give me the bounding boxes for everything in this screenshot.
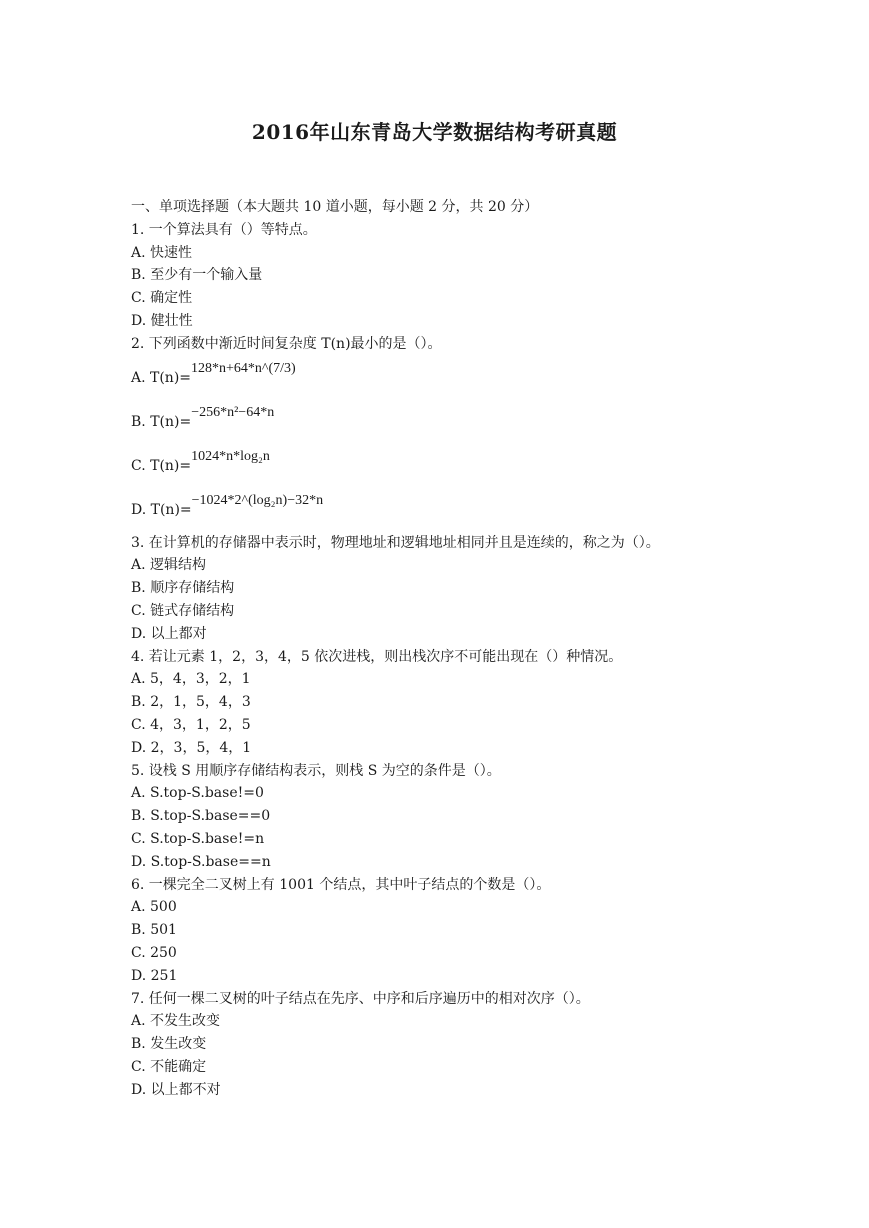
question-stem: 5. 设栈 S 用顺序存储结构表示，则栈 S 为空的条件是（）。 xyxy=(131,762,501,779)
formula-image: 1024*n*log₂n xyxy=(191,448,270,464)
option-label: D. T(n)= xyxy=(131,501,192,518)
option: A. 不发生改变 xyxy=(131,1013,221,1030)
option: A. S.top-S.base!=0 xyxy=(131,785,264,802)
option: A. 逻辑结构 xyxy=(131,557,207,574)
option: D. 健壮性 xyxy=(131,312,193,329)
option: D. 以上都对 xyxy=(131,625,207,642)
option: D. 以上都不对 xyxy=(131,1081,221,1098)
option-label: C. T(n)= xyxy=(131,457,192,474)
option: D. 251 xyxy=(131,967,178,984)
option: B. S.top-S.base==0 xyxy=(131,808,271,825)
question-stem: 6. 一棵完全二叉树上有 1001 个结点，其中叶子结点的个数是（）。 xyxy=(131,876,551,893)
option: C. 不能确定 xyxy=(131,1058,207,1075)
question-stem: 1. 一个算法具有（）等特点。 xyxy=(131,221,317,238)
option-label: A. T(n)= xyxy=(131,369,192,386)
formula-image: −1024*2^(log₂n)−32*n xyxy=(191,492,324,508)
option: C. S.top-S.base!=n xyxy=(131,830,265,847)
question-stem: 2. 下列函数中渐近时间复杂度 T(n)最小的是（）。 xyxy=(131,335,442,352)
option: D. 2，3，5，4，1 xyxy=(131,739,252,756)
formula-image: −256*n²−64*n xyxy=(191,404,275,420)
option: B. 2，1，5，4，3 xyxy=(131,694,251,711)
page-title: 2016年山东青岛大学数据结构考研真题 xyxy=(251,120,618,144)
option: A. 快速性 xyxy=(131,244,193,261)
option: A. 5，4，3，2，1 xyxy=(131,671,251,688)
option: C. 250 xyxy=(131,944,177,961)
option: B. 发生改变 xyxy=(131,1036,207,1053)
formula-image: 128*n+64*n^(7/3) xyxy=(191,360,296,376)
formula-option xyxy=(131,488,831,532)
option: D. S.top-S.base==n xyxy=(131,853,271,870)
question-stem: 3. 在计算机的存储器中表示时，物理地址和逻辑地址相同并且是连续的，称之为（）。 xyxy=(131,534,660,551)
option: B. 501 xyxy=(131,922,177,939)
question-stem: 4. 若让元素 1，2，3，4，5 依次进栈，则出栈次序不可能出现在（）种情况。 xyxy=(131,648,623,665)
question-section xyxy=(131,196,831,1102)
option-label: B. T(n)= xyxy=(131,413,192,430)
option: C. 4，3，1，2，5 xyxy=(131,716,251,733)
option: B. 至少有一个输入量 xyxy=(131,267,263,284)
option: C. 确定性 xyxy=(131,290,193,307)
option: C. 链式存储结构 xyxy=(131,602,235,619)
option: B. 顺序存储结构 xyxy=(131,580,235,597)
question-stem: 7. 任何一棵二叉树的叶子结点在先序、中序和后序遍历中的相对次序（）。 xyxy=(131,990,590,1007)
option: A. 500 xyxy=(131,899,177,916)
section-heading: 一、单项选择题（本大题共 10 道小题，每小题 2 分，共 20 分） xyxy=(131,199,539,215)
